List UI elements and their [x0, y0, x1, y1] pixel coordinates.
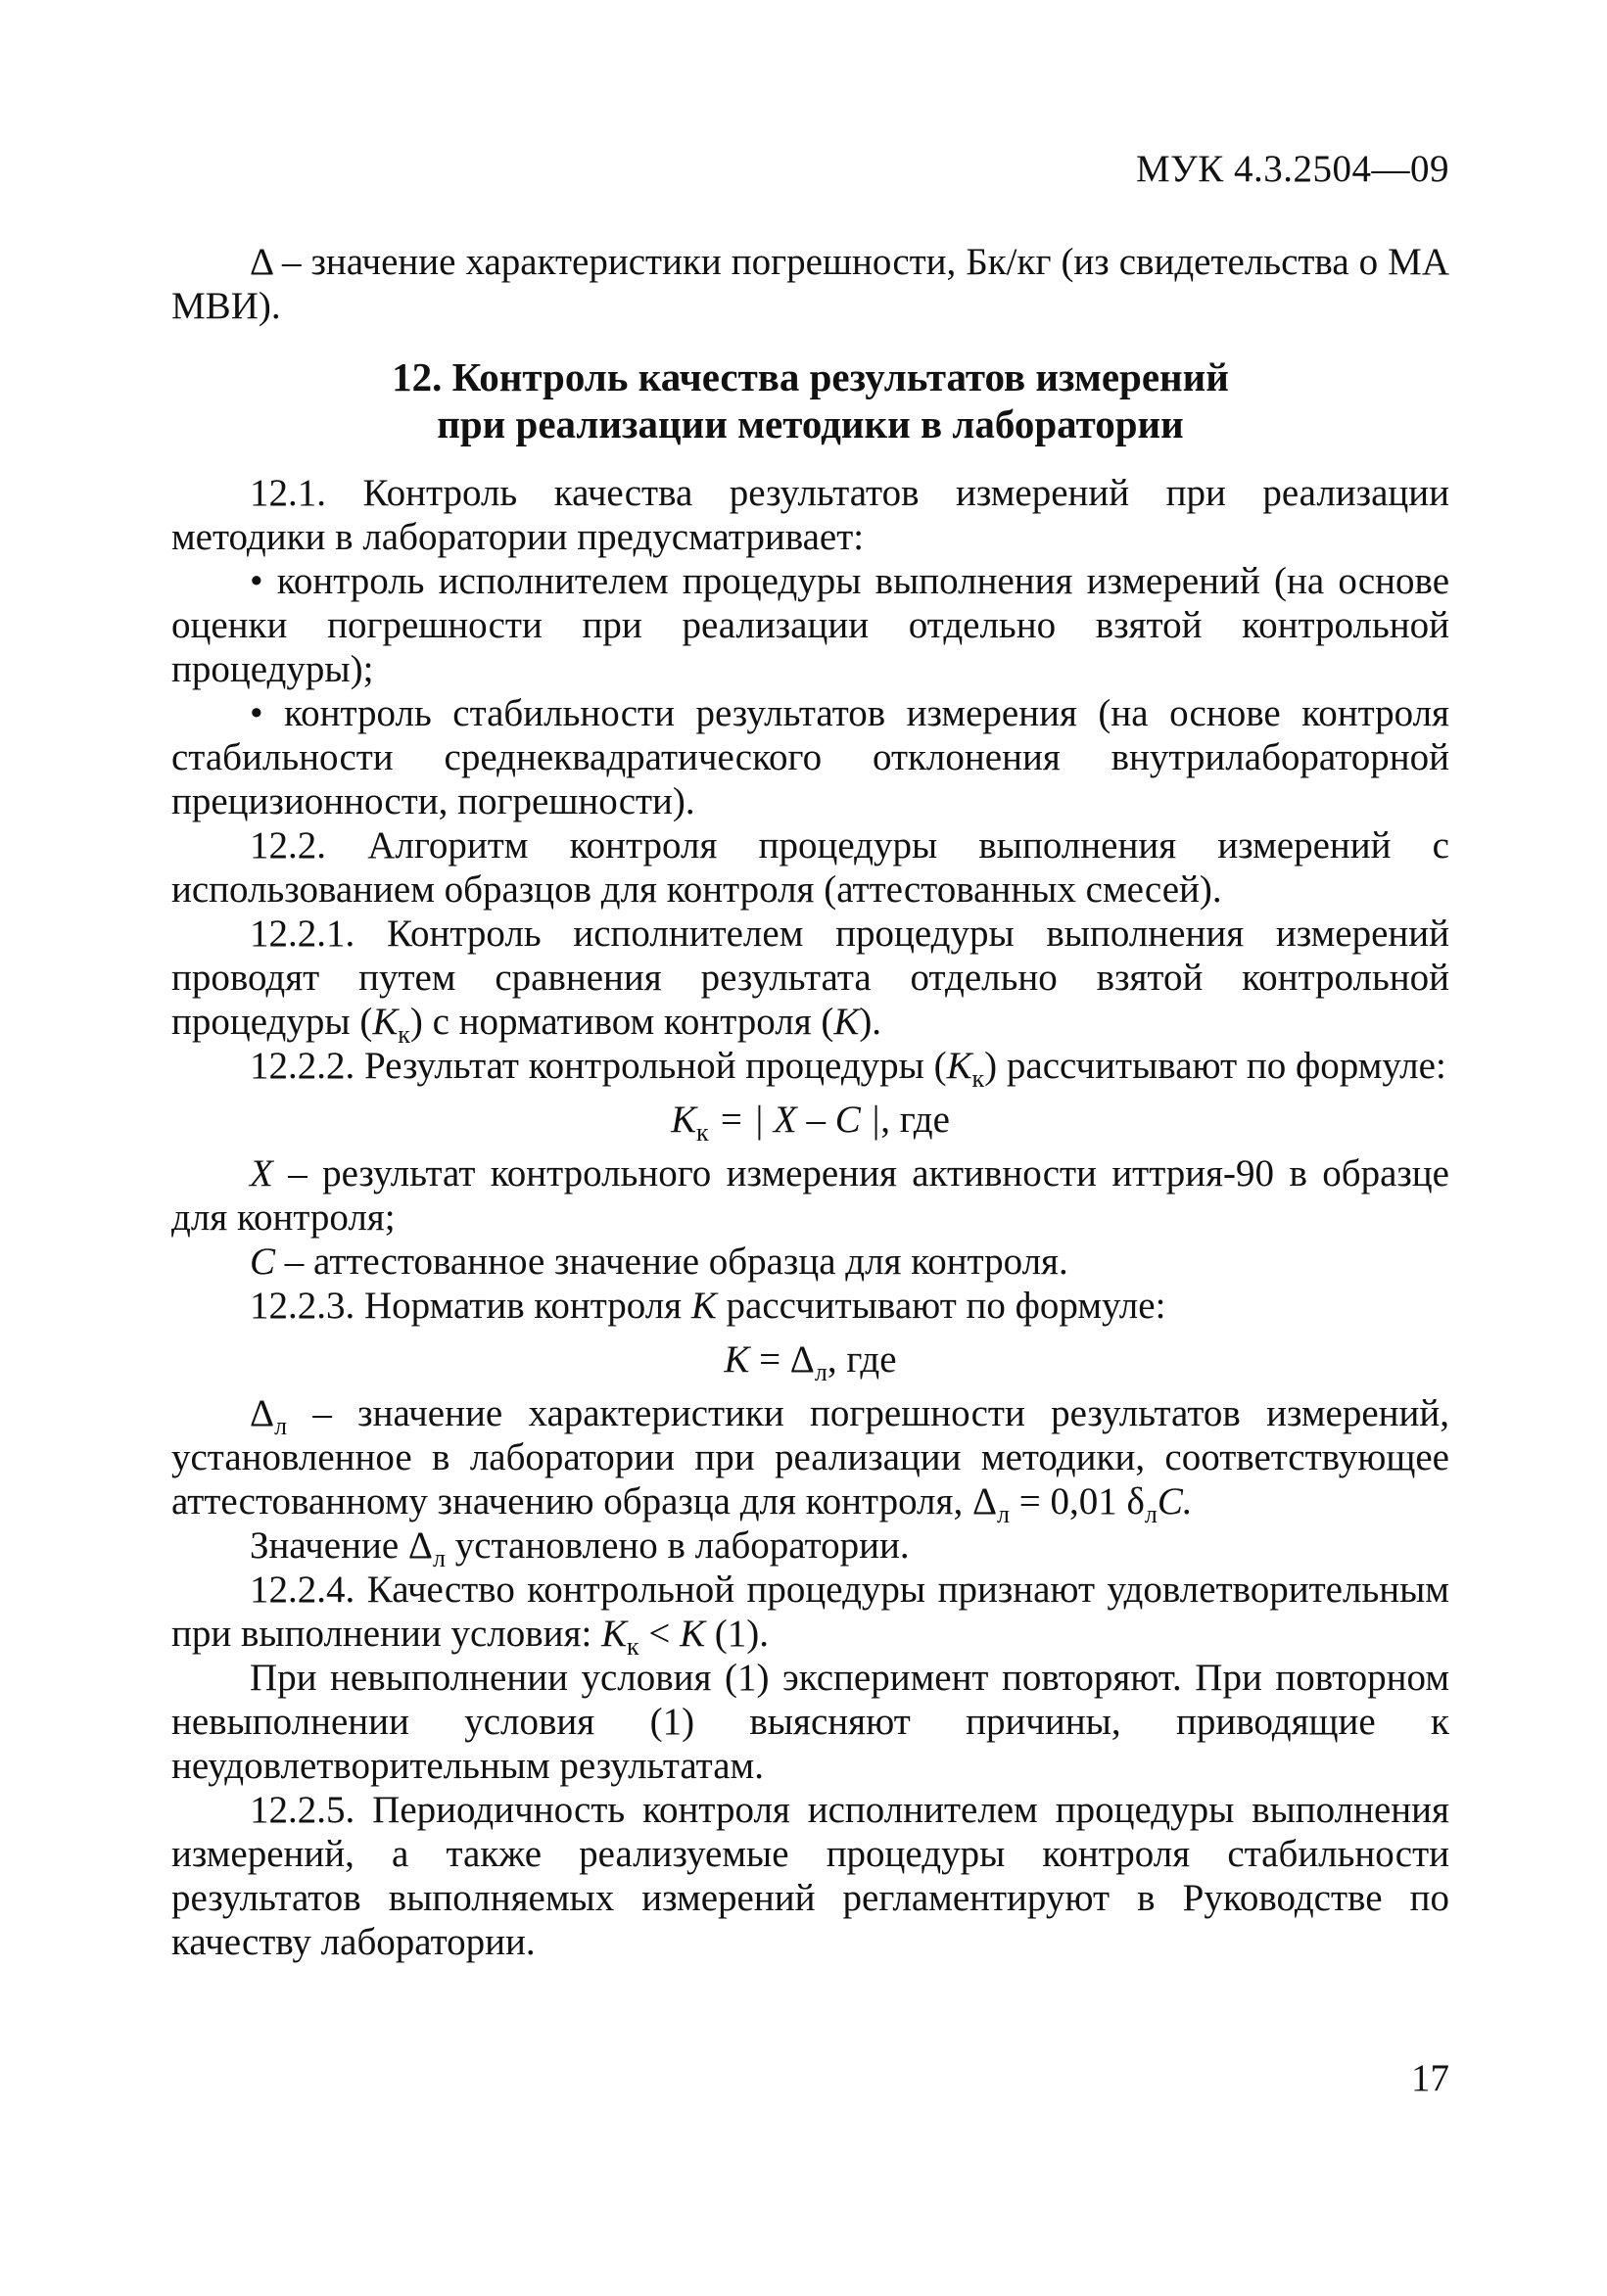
text-run: ).: [859, 1001, 882, 1043]
subscript: л: [1144, 1499, 1158, 1528]
symbol-k: К: [690, 1285, 717, 1327]
subscript: к: [971, 1063, 985, 1093]
symbol-k: К: [671, 1099, 696, 1141]
paragraph-12-2-5: 12.2.5. Периодичность контроля исполнителем процедуры выполнения измерений, а также реализуемые процедуры контроля стабильности результатов выполняемых измерений регламентируют в Руководстве по качеству лаборатории.: [171, 1789, 1449, 1963]
formula-control-norm: [171, 1337, 1449, 1386]
text-run: рассчитывают по формуле:: [716, 1285, 1166, 1327]
text-run: 12.2.4. Качество контрольной процедуры признают удовлетворительным при выполнении условия:: [171, 1569, 1449, 1655]
delta-l-definition: [171, 1391, 1449, 1528]
symbol-k: К: [601, 1613, 627, 1655]
delta-l-value-note: [171, 1523, 1449, 1572]
document-page: [171, 147, 1449, 1964]
paragraph-12-1: 12.1. Контроль качества результатов измерений при реализации методики в лаборатории предусматривает:: [171, 472, 1449, 558]
section-title: [171, 353, 1449, 447]
subscript: л: [274, 1411, 288, 1440]
subscript: к: [398, 1019, 410, 1049]
paragraph-12-2-2: [171, 1044, 1449, 1093]
text-run: ) рассчитывают по формуле:: [984, 1045, 1446, 1087]
bullet-text-2: контроль стабильности результатов измерения (на основе контроля стабильности среднеквадратического отклонения внутрилабораторной прецизионности, погрешности).: [171, 692, 1449, 822]
text-run: 12.2.1. Контроль исполнителем процедуры выполнения измерений проводят путем сравнения результата отдельно взятой контрольной процедуры (: [171, 913, 1449, 1043]
formula-control-result: [171, 1098, 1449, 1147]
text-run: Значение Δ: [250, 1524, 433, 1567]
section-title-line1: 12. Контроль качества результатов измерений: [392, 354, 1229, 399]
subscript: л: [997, 1499, 1011, 1528]
delta-definition: Δ – значение характеристики погрешности, Бк/кг (из свидетельства о МА МВИ).: [171, 241, 1449, 327]
text-run: (1).: [705, 1613, 769, 1655]
text-run: = 0,01 δ: [1010, 1480, 1145, 1523]
formula-expression: = Δ: [749, 1338, 815, 1381]
text-run: , где: [827, 1338, 897, 1381]
text-run: – результат контрольного измерения активности иттрия-90 в образце для контроля;: [171, 1152, 1449, 1239]
bullet-item-2: [171, 691, 1449, 823]
symbol-c: C.: [1157, 1480, 1193, 1523]
subscript: к: [695, 1117, 709, 1147]
text-run: установлено в лаборатории.: [445, 1524, 910, 1567]
symbol-k: К: [372, 1001, 399, 1043]
text-run: ) с нормативом контроля (: [409, 1001, 834, 1043]
symbol-k: К: [833, 1001, 860, 1043]
page-number: 17: [1411, 2057, 1449, 2099]
section-title-line2: при реализации методики в лаборатории: [437, 401, 1184, 446]
paragraph-repeat: При невыполнении условия (1) эксперимент повторяют. При повторном невыполнении условия (1) выясняют причины, приводящие к неудовлетворительным результатам.: [171, 1657, 1449, 1787]
text-run: – значение характеристики погрешности результатов измерений, установленное в лаборатории при реализации методики, соответствующее аттестованному значению образца для контроля, Δ: [171, 1392, 1449, 1523]
x-definition: [171, 1151, 1449, 1240]
symbol-k: К: [724, 1338, 750, 1381]
symbol-x: X: [250, 1152, 273, 1195]
c-definition: [171, 1240, 1449, 1284]
paragraph-12-2: 12.2. Алгоритм контроля процедуры выполнения измерений с использованием образцов для контроля (аттестованных смесей).: [171, 824, 1449, 911]
subscript: к: [626, 1631, 639, 1661]
text-run: 12.2.2. Результат контрольной процедуры (: [250, 1045, 947, 1087]
text-run: , где: [880, 1099, 950, 1141]
text-run: – аттестованное значение образца для контроля.: [275, 1241, 1068, 1283]
document-code: МУК 4.3.2504—09: [1135, 148, 1449, 190]
text-run: <: [638, 1613, 681, 1655]
symbol-k: К: [680, 1613, 706, 1655]
text-run: 12.2.3. Норматив контроля: [250, 1285, 691, 1327]
paragraph-12-2-3: [171, 1284, 1449, 1328]
symbol-k: К: [946, 1045, 972, 1087]
subscript: л: [432, 1543, 446, 1572]
bullet-text-1: контроль исполнителем процедуры выполнения измерений (на основе оценки погрешности при реализации отдельно взятой контрольной процедуры);: [171, 560, 1450, 690]
paragraph-12-2-1: [171, 912, 1449, 1049]
paragraph-12-2-4: [171, 1568, 1449, 1661]
bullet-item-1: [171, 559, 1449, 691]
symbol-delta: Δ: [250, 1392, 275, 1434]
formula-expression: = | X – C |: [708, 1099, 881, 1141]
subscript: л: [814, 1357, 827, 1386]
symbol-c: C: [250, 1241, 276, 1283]
